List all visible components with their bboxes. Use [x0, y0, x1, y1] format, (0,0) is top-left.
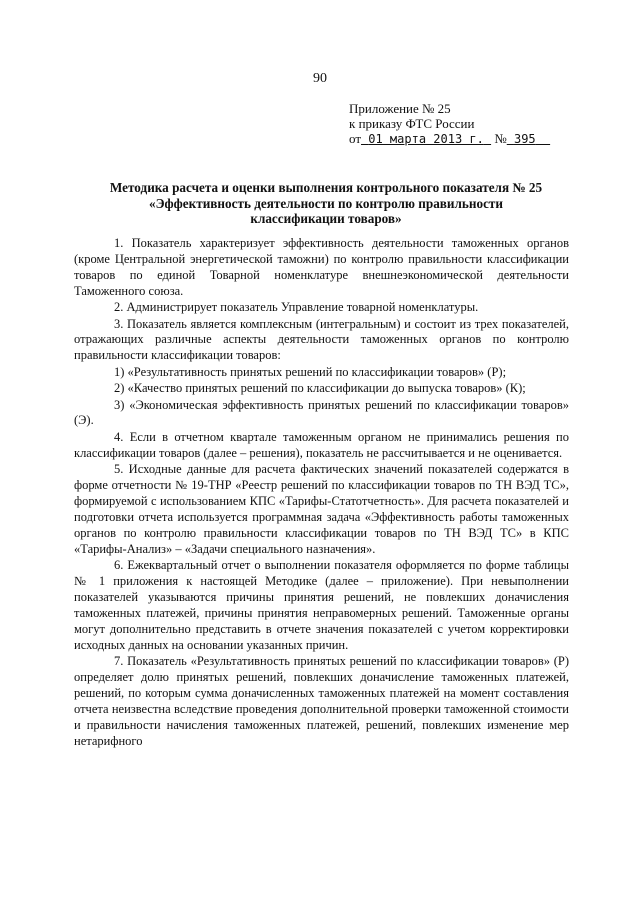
appendix-number: 395 — [513, 132, 536, 146]
appendix-order-ref: к приказу ФТС России — [349, 116, 475, 131]
page-number: 90 — [313, 71, 327, 86]
appendix-date-prefix: от — [349, 131, 362, 146]
appendix-title: Приложение № 25 — [349, 101, 451, 116]
document-body — [74, 236, 569, 750]
paragraph-1: 1. Показатель характеризует эффективность деятельности таможенных органов (кроме Центральной энергетической таможни) по контролю правильности классификации товаров по единой Товарной номенклатуре внешнеэкономической деятельности Таможенного союза. — [74, 236, 569, 298]
paragraph-3: 3. Показатель является комплексным (интегральным) и состоит из трех показателей, отражающих различные аспекты деятельности таможенных органов по контролю правильности классификации товаров: — [74, 316, 569, 363]
paragraph-2: 2. Администрирует показатель Управление товарной номенклатуры. — [114, 300, 479, 315]
paragraph-7: 7. Показатель «Результативность принятых решений по классификации товаров» (Р) определяет долю принятых решений, повлекших доначисление таможенных платежей, решений, по которым сумма доначисленных таможенных платежей на момент составления отчета неизвестна вследствие проведения дополнительной проверки таможенной стоимости и правильности начисления таможенных платежей, решений, повлекших изменение мер нетарифного — [74, 654, 569, 748]
title-line-1: Методика расчета и оценки выполнения контрольного показателя № 25 — [109, 180, 543, 195]
appendix-number-sign: № — [494, 131, 507, 146]
appendix-date-line — [349, 131, 550, 147]
title-line-2: «Эффективность деятельности по контролю правильности — [148, 195, 504, 211]
paragraph-4: 4. Если в отчетном квартале таможенным органом не принимались решения по классификации товаров (далее – решения), показатель не рассчитывается и не оценивается. — [74, 429, 569, 460]
list-item-2: 2) «Качество принятых решений по классификации до выпуска товаров» (К); — [114, 381, 526, 396]
title-line-3: классификации товаров» — [250, 211, 402, 226]
appendix-header — [349, 101, 550, 147]
paragraph-6: 6. Ежеквартальный отчет о выполнении показателя оформляется по форме таблицы № 1 приложения к настоящей Методике (далее – приложение). При невыполнении показателей указываются причины принятия решений, не повлекших доначисления таможенных платежей, причины принятия неправомерных решений. Таможенные органы могут дополнительно представить в отчете значения показателей с учетом корректировки исходных данных на основании указанных причин. — [74, 558, 569, 652]
list-item-3: 3) «Экономическая эффективность принятых решений по классификации товаров» (Э). — [74, 397, 569, 428]
list-item-1: 1) «Результативность принятых решений по классификации товаров» (Р); — [114, 364, 507, 379]
document-title — [80, 180, 572, 227]
appendix-date: 01 марта 2013 г. — [368, 132, 484, 146]
paragraph-5: 5. Исходные данные для расчета фактических значений показателей содержатся в форме отчетности № 19-ТНР «Реестр решений по классификации товаров по ТН ВЭД ТС», формируемой с использованием КПС «Тарифы-Статотчетность». Для расчета показателей и подготовки отчета используется программная задача «Эффективность работы таможенных органов по контролю правильности классификации товаров по ТН ВЭД ТС» в КПС «Тарифы-Анализ» – «Задачи специального назначения». — [74, 462, 569, 556]
